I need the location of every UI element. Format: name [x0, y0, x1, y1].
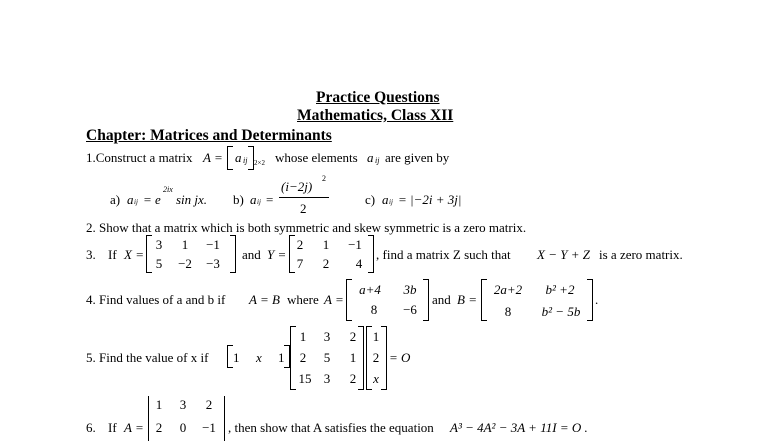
q6-cell: 2 — [155, 420, 163, 435]
q1-aij: a — [367, 150, 374, 165]
q5-row-cell: 1 — [233, 350, 240, 365]
q5-matrix-cell: 3 — [323, 371, 331, 386]
q6-cell: 3 — [179, 397, 187, 412]
q4-where: where — [287, 292, 319, 307]
q4-b-cell: 8 — [504, 304, 512, 319]
q1-part-b-eq: = — [266, 192, 274, 207]
q5-matrix-cell: 2 — [349, 371, 357, 386]
q1-part-b-label: b) — [233, 192, 244, 207]
q4-a-bracket-left — [346, 279, 352, 321]
q3-expr: X − Y + Z — [537, 247, 590, 262]
q1-part-b-num: (i−2j) — [281, 179, 313, 194]
q1-text-b: whose elements — [275, 150, 358, 165]
q6-num: 6. — [86, 420, 96, 435]
q1-part-c-sub: ij — [389, 198, 393, 206]
q3-y-cell: 2 — [322, 256, 330, 271]
q4-b-cell: b² − 5b — [541, 304, 581, 319]
q1-a-eq: A = — [203, 150, 223, 165]
q1-a-sym: a — [235, 150, 242, 165]
q6-det-bar-left — [148, 396, 149, 441]
q5-row-cell: x — [256, 350, 262, 365]
q3-y-cell: 4 — [355, 256, 363, 271]
q2-text: 2. Show that a matrix which is both symmetric and skew symmetric is a zero matrix. — [86, 220, 527, 235]
q3-and: and — [242, 247, 261, 262]
page-title: Practice Questions — [316, 89, 440, 106]
q4-b-eq: B = — [457, 292, 477, 307]
q3-y-cell: −1 — [348, 237, 362, 252]
q4-a-cell: −6 — [403, 302, 417, 317]
q5-matrix-cell: 1 — [349, 350, 357, 365]
q4-ab: A = B — [249, 292, 280, 307]
q4-a-cell: a+4 — [359, 282, 381, 297]
q4-b-cell: 2a+2 — [493, 282, 523, 297]
q1-part-a-label: a) — [110, 192, 121, 207]
q1-part-c-eq: = |−2i + 3j| — [398, 192, 462, 207]
q1-part-b-num-exp: 2 — [322, 174, 326, 183]
q3-y-cell: 2 — [296, 237, 304, 252]
q3-x-cell: −3 — [206, 256, 220, 271]
q5-matrix-cell: 15 — [298, 371, 312, 386]
q3-y-eq: Y = — [267, 247, 287, 262]
page-subtitle: Mathematics, Class XII — [297, 107, 454, 124]
q5-col-cell: 1 — [372, 329, 380, 344]
q1-part-a-lhs: a — [127, 192, 134, 207]
q6-det-bar-right — [224, 396, 225, 441]
q3-x-cell: 3 — [155, 237, 163, 252]
q1-aij-sub: ij — [375, 156, 380, 165]
q3-x-cell: −2 — [178, 256, 192, 271]
q1-part-b-sub: ij — [257, 198, 261, 206]
q1-bracket-left — [227, 146, 233, 170]
q3-if: If — [108, 247, 117, 262]
q1-part-b-den: 2 — [300, 201, 307, 216]
q6-text: , then show that A satisfies the equation — [228, 420, 434, 435]
q5-text: 5. Find the value of x if — [86, 350, 209, 365]
q4-text: 4. Find values of a and b if — [86, 292, 226, 307]
q4-a-eq: A = — [324, 292, 344, 307]
q5-col-cell: 2 — [372, 350, 380, 365]
q1-part-a-rest: sin jx. — [176, 192, 208, 207]
q4-a-cell: 3b — [403, 282, 417, 297]
q4-and: and — [432, 292, 451, 307]
q3-x-cell: 1 — [181, 237, 189, 252]
q6-equation: A³ − 4A² − 3A + 11I = O . — [450, 420, 588, 435]
chapter-heading: Chapter: Matrices and Determinants — [86, 127, 332, 144]
q1-text-c: are given by — [385, 150, 450, 165]
q3-x-bracket-right — [230, 235, 236, 273]
q3-tail: , find a matrix Z such that — [376, 247, 511, 262]
q5-col-cell: x — [373, 371, 379, 386]
q6-cell: 1 — [155, 397, 163, 412]
q6-cell: 0 — [179, 420, 187, 435]
q5-matrix-bracket-right — [358, 326, 364, 390]
q1-size: 2×2 — [254, 159, 265, 167]
q1-a-sub: ij — [243, 156, 248, 165]
q5-matrix-cell: 2 — [299, 350, 307, 365]
q6-cell: 2 — [205, 397, 213, 412]
q4-a-bracket-right — [423, 279, 429, 321]
q5-matrix-cell: 2 — [349, 329, 357, 344]
q6-a-eq: A = — [124, 420, 144, 435]
q5-matrix-cell: 3 — [323, 329, 331, 344]
q1-part-a-exp: 2ix — [163, 185, 173, 194]
q4-a-cell: 8 — [370, 302, 378, 317]
q3-x-eq: X = — [124, 247, 144, 262]
q4-end: . — [595, 292, 599, 307]
q4-b-bracket-right — [587, 279, 593, 321]
q1-intro: 1.Construct a matrix — [86, 150, 193, 165]
q3-x-cell: 5 — [155, 256, 163, 271]
q5-col-bracket-right — [381, 326, 387, 390]
q3-num: 3. — [86, 247, 96, 262]
q1-part-c-lhs: a — [382, 192, 389, 207]
q1-part-c-label: c) — [365, 192, 376, 207]
q5-row-cell: 1 — [278, 350, 285, 365]
q5-matrix-cell: 5 — [323, 350, 331, 365]
q3-end: is a zero matrix. — [599, 247, 683, 262]
q3-y-bracket-right — [368, 235, 374, 273]
q5-eq: = O — [389, 350, 411, 365]
q6-cell: −1 — [202, 420, 216, 435]
q6-if: If — [108, 420, 117, 435]
q3-y-cell: 7 — [296, 256, 304, 271]
q5-matrix-cell: 1 — [299, 329, 307, 344]
q1-part-b-lhs: a — [250, 192, 257, 207]
q3-y-cell: 1 — [322, 237, 330, 252]
q1-part-a-eq: = e — [143, 192, 161, 207]
q1-part-b-fraction-bar — [279, 197, 329, 198]
q4-b-cell: b² +2 — [545, 282, 575, 297]
q3-x-cell: −1 — [206, 237, 220, 252]
q1-part-a-sub: ij — [134, 198, 138, 206]
